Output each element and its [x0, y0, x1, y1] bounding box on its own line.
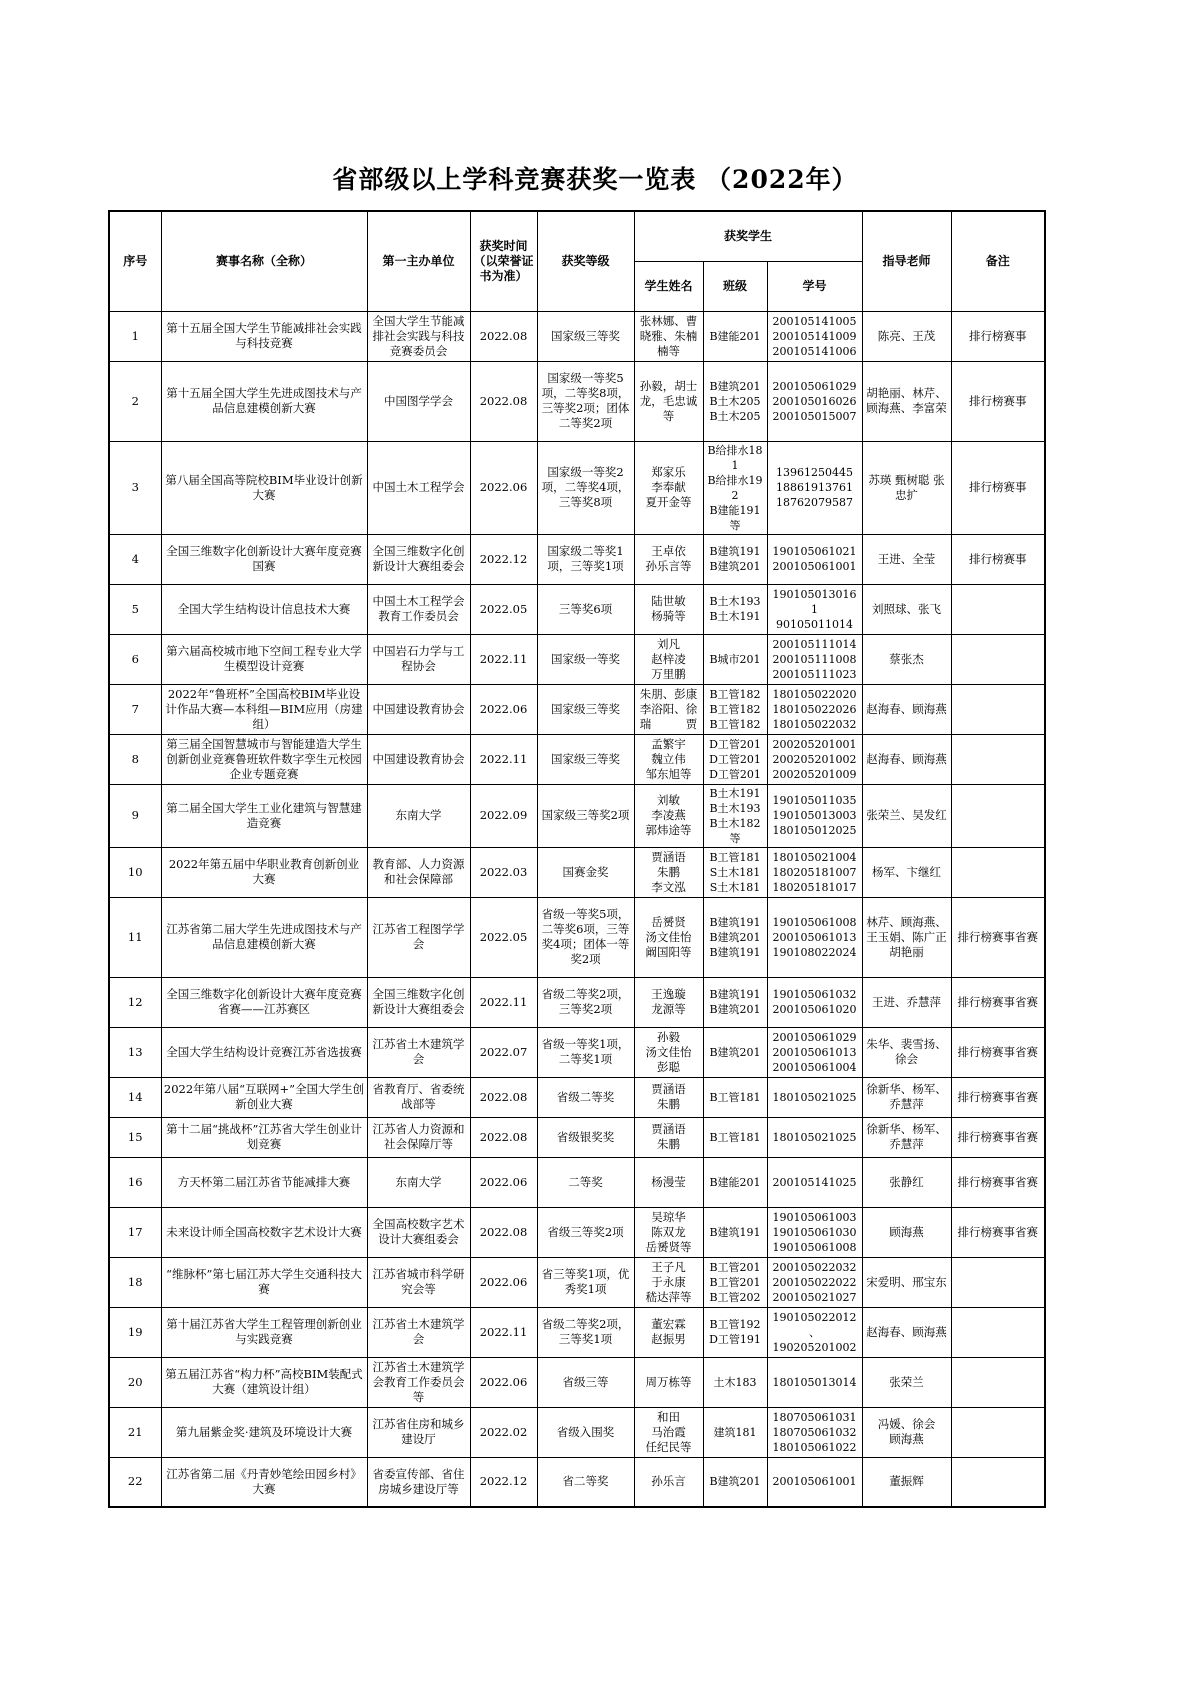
- cell-class: B建筑201: [703, 1027, 767, 1077]
- cell-student-names: 董宏霖 赵振男: [634, 1307, 703, 1357]
- cell-competition-name: 江苏省第二届《丹青妙笔绘田园乡村》大赛: [161, 1457, 367, 1507]
- cell-award-level: 省级一等奖1项，二等奖1项: [537, 1027, 634, 1077]
- cell-student-names: 孙毅，胡士龙，毛忠诚等: [634, 361, 703, 441]
- cell-student-ids: 180105021025: [767, 1117, 862, 1157]
- cell-remark: 排行榜赛事: [951, 534, 1045, 584]
- cell-award-level: 国家级一等奖2项，二等奖4项，三等奖8项: [537, 441, 634, 534]
- cell-remark: [951, 684, 1045, 734]
- table-row: [109, 734, 1045, 784]
- cell-award-level: 国家级一等奖5项，二等奖8项，三等奖2项；团体二等奖2项: [537, 361, 634, 441]
- cell-student-names: 吴琼华 陈双龙 岳赟贤等: [634, 1207, 703, 1257]
- cell-award-time: 2022.06: [470, 441, 537, 534]
- cell-student-ids: 200105061029 200105016026 200105015007: [767, 361, 862, 441]
- cell-class: B建筑191 B建筑201: [703, 534, 767, 584]
- cell-competition-name: 第十二届“挑战杯”江苏省大学生创业计划竞赛: [161, 1117, 367, 1157]
- cell-remark: 排行榜赛事省赛: [951, 1207, 1045, 1257]
- cell-student-ids: 180105022020 180105022026 180105022032: [767, 684, 862, 734]
- cell-class: B土木193 B土木191: [703, 584, 767, 634]
- cell-student-ids: 200205201001 200205201002 200205201009: [767, 734, 862, 784]
- cell-student-ids: 13961250445 18861913761 18762079587: [767, 441, 862, 534]
- cell-student-names: 刘敏 李凌燕 郭炜途等: [634, 784, 703, 847]
- cell-class: B建筑191 B建筑201: [703, 977, 767, 1027]
- cell-award-time: 2022.06: [470, 1257, 537, 1307]
- cell-award-time: 2022.08: [470, 1117, 537, 1157]
- table-row: [109, 534, 1045, 584]
- cell-remark: 排行榜赛事: [951, 311, 1045, 361]
- cell-teacher: 张静红: [862, 1157, 951, 1207]
- cell-remark: [951, 1307, 1045, 1357]
- cell-remark: 排行榜赛事省赛: [951, 1077, 1045, 1117]
- cell-student-ids: 190105011035 190105013003 180105012025: [767, 784, 862, 847]
- header-student-name: 学生姓名: [634, 261, 703, 311]
- cell-teacher: 王进、全莹: [862, 534, 951, 584]
- cell-organizer: 江苏省人力资源和社会保障厅等: [367, 1117, 470, 1157]
- cell-remark: 排行榜赛事: [951, 361, 1045, 441]
- cell-student-names: 朱朋、彭康 李浴阳、徐瑞 贾: [634, 684, 703, 734]
- header-seq: 序号: [109, 211, 161, 311]
- cell-student-names: 刘凡 赵梓凌 万里鹏: [634, 634, 703, 684]
- table-row: [109, 1407, 1045, 1457]
- cell-teacher: 林芹、顾海燕、王玉娟、陈广正胡艳丽: [862, 897, 951, 977]
- cell-award-level: 省三等奖1项，优秀奖1项: [537, 1257, 634, 1307]
- cell-seq: 5: [109, 584, 161, 634]
- cell-remark: [951, 847, 1045, 897]
- cell-class: D工管201 D工管201 D工管201: [703, 734, 767, 784]
- cell-student-names: 周万栋等: [634, 1357, 703, 1407]
- cell-seq: 8: [109, 734, 161, 784]
- cell-teacher: 杨军、卞继红: [862, 847, 951, 897]
- cell-remark: [951, 1357, 1045, 1407]
- cell-competition-name: 江苏省第二届大学生先进成图技术与产品信息建模创新大赛: [161, 897, 367, 977]
- cell-student-names: 郑家乐 李奉献 夏开金等: [634, 441, 703, 534]
- cell-competition-name: 第二届全国大学生工业化建筑与智慧建造竞赛: [161, 784, 367, 847]
- cell-organizer: 江苏省住房和城乡建设厅: [367, 1407, 470, 1457]
- cell-award-level: 国家级三等奖: [537, 684, 634, 734]
- cell-organizer: 全国大学生节能减排社会实践与科技竞赛委员会: [367, 311, 470, 361]
- cell-competition-name: 全国三维数字化创新设计大赛年度竞赛省赛——江苏赛区: [161, 977, 367, 1027]
- cell-award-level: 省二等奖: [537, 1457, 634, 1507]
- cell-student-ids: 180105013014: [767, 1357, 862, 1407]
- cell-student-names: 王卓依 孙乐言等: [634, 534, 703, 584]
- cell-award-time: 2022.11: [470, 977, 537, 1027]
- cell-award-level: 国家级一等奖: [537, 634, 634, 684]
- table-body: [109, 311, 1045, 1507]
- cell-remark: [951, 1457, 1045, 1507]
- table-row: [109, 897, 1045, 977]
- cell-award-time: 2022.08: [470, 1207, 537, 1257]
- cell-competition-name: 第六届高校城市地下空间工程专业大学生模型设计竞赛: [161, 634, 367, 684]
- header-student-id: 学号: [767, 261, 862, 311]
- cell-award-time: 2022.12: [470, 1457, 537, 1507]
- cell-student-ids: 200105141025: [767, 1157, 862, 1207]
- cell-seq: 16: [109, 1157, 161, 1207]
- cell-remark: 排行榜赛事省赛: [951, 1027, 1045, 1077]
- cell-seq: 17: [109, 1207, 161, 1257]
- table-row: [109, 1157, 1045, 1207]
- cell-teacher: 蔡张杰: [862, 634, 951, 684]
- cell-student-ids: 200105061029 200105061013 200105061004: [767, 1027, 862, 1077]
- cell-award-time: 2022.05: [470, 897, 537, 977]
- cell-teacher: 徐新华、杨军、乔慧萍: [862, 1077, 951, 1117]
- cell-seq: 20: [109, 1357, 161, 1407]
- cell-class: B土木191 B土木193 B土木182等: [703, 784, 767, 847]
- cell-competition-name: 第八届全国高等院校BIM毕业设计创新大赛: [161, 441, 367, 534]
- cell-student-ids: 1901050130161 90105011014: [767, 584, 862, 634]
- cell-student-ids: 190105061021 200105061001: [767, 534, 862, 584]
- cell-competition-name: 未来设计师全国高校数字艺术设计大赛: [161, 1207, 367, 1257]
- table-row: [109, 634, 1045, 684]
- cell-student-ids: 200105141005 200105141009 200105141006: [767, 311, 862, 361]
- cell-student-ids: 180105021025: [767, 1077, 862, 1117]
- cell-competition-name: 2022年第五届中华职业教育创新创业大赛: [161, 847, 367, 897]
- cell-competition-name: 第九届紫金奖·建筑及环境设计大赛: [161, 1407, 367, 1457]
- cell-award-level: 三等奖6项: [537, 584, 634, 634]
- table-row: [109, 441, 1045, 534]
- cell-seq: 12: [109, 977, 161, 1027]
- cell-award-time: 2022.11: [470, 1307, 537, 1357]
- cell-student-names: 和田 马治霞 任纪民等: [634, 1407, 703, 1457]
- cell-award-time: 2022.11: [470, 634, 537, 684]
- cell-student-names: 陆世敏 杨骑等: [634, 584, 703, 634]
- cell-competition-name: 全国大学生结构设计信息技术大赛: [161, 584, 367, 634]
- cell-student-names: 贾涵语 朱鹏: [634, 1077, 703, 1117]
- cell-organizer: 全国高校数字艺术设计大赛组委会: [367, 1207, 470, 1257]
- cell-award-level: 二等奖: [537, 1157, 634, 1207]
- table-row: [109, 584, 1045, 634]
- cell-teacher: 王进、乔慧萍: [862, 977, 951, 1027]
- cell-student-ids: 200105111014 200105111008 200105111023: [767, 634, 862, 684]
- cell-class: 建筑181: [703, 1407, 767, 1457]
- cell-organizer: 中国图学学会: [367, 361, 470, 441]
- cell-award-level: 省级入围奖: [537, 1407, 634, 1457]
- cell-remark: 排行榜赛事省赛: [951, 1157, 1045, 1207]
- cell-competition-name: 方天杯第二届江苏省节能减排大赛: [161, 1157, 367, 1207]
- cell-class: B工管201 B工管201 B工管202: [703, 1257, 767, 1307]
- cell-class: B城市201: [703, 634, 767, 684]
- cell-award-level: 国家级三等奖: [537, 734, 634, 784]
- cell-teacher: 胡艳丽、林芹、顾海燕、李富荣: [862, 361, 951, 441]
- cell-remark: [951, 1257, 1045, 1307]
- cell-seq: 15: [109, 1117, 161, 1157]
- cell-award-time: 2022.05: [470, 584, 537, 634]
- cell-organizer: 中国土木工程学会教育工作委员会: [367, 584, 470, 634]
- cell-competition-name: 2022年第八届“互联网+”全国大学生创新创业大赛: [161, 1077, 367, 1117]
- cell-student-names: 孟繁宇 魏立伟 邹东旭等: [634, 734, 703, 784]
- cell-seq: 10: [109, 847, 161, 897]
- cell-award-level: 省级一等奖5项，二等奖6项，三等奖4项；团体一等奖2项: [537, 897, 634, 977]
- cell-award-time: 2022.06: [470, 684, 537, 734]
- cell-remark: 排行榜赛事: [951, 441, 1045, 534]
- cell-organizer: 全国三维数字化创新设计大赛组委会: [367, 977, 470, 1027]
- cell-class: B建筑191 B建筑201 B建筑191: [703, 897, 767, 977]
- cell-seq: 14: [109, 1077, 161, 1117]
- cell-student-names: 贾涵语 朱鹏: [634, 1117, 703, 1157]
- cell-teacher: 朱华、裴雪扬、徐会: [862, 1027, 951, 1077]
- cell-student-names: 杨漫莹: [634, 1157, 703, 1207]
- cell-organizer: 教育部、人力资源和社会保障部: [367, 847, 470, 897]
- header-remark: 备注: [951, 211, 1045, 311]
- cell-competition-name: 第三届全国智慧城市与智能建造大学生创新创业竞赛鲁班软件数字孪生元校园企业专题竞赛: [161, 734, 367, 784]
- cell-student-names: 岳赟贤 汤文佳怡 阚国阳等: [634, 897, 703, 977]
- cell-award-level: 国家级二等奖1项，三等奖1项: [537, 534, 634, 584]
- cell-class: B工管181: [703, 1077, 767, 1117]
- cell-teacher: 陈亮、王茂: [862, 311, 951, 361]
- cell-seq: 21: [109, 1407, 161, 1457]
- page-title: 省部级以上学科竞赛获奖一览表 （2022年）: [332, 165, 858, 194]
- table-row: [109, 1307, 1045, 1357]
- header-time: 获奖时间（以荣誉证书为准）: [470, 211, 537, 311]
- cell-class: 土木183: [703, 1357, 767, 1407]
- cell-award-time: 2022.06: [470, 1157, 537, 1207]
- table-row: [109, 311, 1045, 361]
- cell-student-ids: 190105061008 200105061013 190108022024: [767, 897, 862, 977]
- cell-remark: [951, 584, 1045, 634]
- cell-student-ids: 190105022012 、 190205201002: [767, 1307, 862, 1357]
- cell-competition-name: 第十届江苏省大学生工程管理创新创业与实践竞赛: [161, 1307, 367, 1357]
- cell-organizer: 中国土木工程学会: [367, 441, 470, 534]
- cell-seq: 13: [109, 1027, 161, 1077]
- cell-seq: 2: [109, 361, 161, 441]
- cell-class: B工管182 B工管182 B工管182: [703, 684, 767, 734]
- cell-organizer: 省教育厅、省委统战部等: [367, 1077, 470, 1117]
- cell-award-level: 省级三等: [537, 1357, 634, 1407]
- table-row: [109, 361, 1045, 441]
- cell-competition-name: 全国三维数字化创新设计大赛年度竞赛国赛: [161, 534, 367, 584]
- cell-seq: 11: [109, 897, 161, 977]
- cell-organizer: 中国建设教育协会: [367, 734, 470, 784]
- cell-award-time: 2022.08: [470, 311, 537, 361]
- cell-student-names: 孙乐言: [634, 1457, 703, 1507]
- cell-student-ids: 200105022032 200105022022 200105021027: [767, 1257, 862, 1307]
- cell-remark: 排行榜赛事省赛: [951, 1117, 1045, 1157]
- cell-teacher: 赵海春、顾海燕: [862, 734, 951, 784]
- cell-teacher: 徐新华、杨军、乔慧萍: [862, 1117, 951, 1157]
- cell-award-level: 省级银奖奖: [537, 1117, 634, 1157]
- cell-class: B建筑191: [703, 1207, 767, 1257]
- cell-organizer: 江苏省土木建筑学会: [367, 1027, 470, 1077]
- cell-teacher: 赵海春、顾海燕: [862, 684, 951, 734]
- table-row: [109, 784, 1045, 847]
- table-row: [109, 1457, 1045, 1507]
- cell-award-level: 国赛金奖: [537, 847, 634, 897]
- header-name: 赛事名称（全称）: [161, 211, 367, 311]
- cell-remark: [951, 734, 1045, 784]
- cell-competition-name: 2022年“鲁班杯”全国高校BIM毕业设计作品大赛—本科组—BIM应用（房建组）: [161, 684, 367, 734]
- table-row: [109, 1077, 1045, 1117]
- cell-class: B工管181 S土木181 S土木181: [703, 847, 767, 897]
- cell-award-level: 省级三等奖2项: [537, 1207, 634, 1257]
- cell-student-names: 张林娜、曹晓雅、朱楠楠等: [634, 311, 703, 361]
- cell-award-time: 2022.08: [470, 361, 537, 441]
- cell-organizer: 江苏省土木建筑学会: [367, 1307, 470, 1357]
- cell-competition-name: 第十五届全国大学生先进成图技术与产品信息建模创新大赛: [161, 361, 367, 441]
- cell-award-level: 省级二等奖2项，三等奖2项: [537, 977, 634, 1027]
- cell-student-names: 王逸璇 龙源等: [634, 977, 703, 1027]
- cell-award-level: 国家级三等奖2项: [537, 784, 634, 847]
- cell-award-time: 2022.09: [470, 784, 537, 847]
- cell-remark: [951, 634, 1045, 684]
- table-row: [109, 1357, 1045, 1407]
- cell-organizer: 江苏省城市科学研究会等: [367, 1257, 470, 1307]
- cell-remark: 排行榜赛事省赛: [951, 897, 1045, 977]
- header-teacher: 指导老师: [862, 211, 951, 311]
- cell-award-time: 2022.07: [470, 1027, 537, 1077]
- cell-class: B建筑201: [703, 1457, 767, 1507]
- cell-seq: 3: [109, 441, 161, 534]
- header-level: 获奖等级: [537, 211, 634, 311]
- cell-student-names: 王子凡 于永康 嵇达萍等: [634, 1257, 703, 1307]
- table-row: [109, 684, 1045, 734]
- cell-seq: 4: [109, 534, 161, 584]
- cell-teacher: 董振辉: [862, 1457, 951, 1507]
- cell-seq: 18: [109, 1257, 161, 1307]
- cell-organizer: 中国岩石力学与工程协会: [367, 634, 470, 684]
- cell-class: B工管181: [703, 1117, 767, 1157]
- cell-student-ids: 190105061003 190105061030 190105061008: [767, 1207, 862, 1257]
- table-row: [109, 1257, 1045, 1307]
- cell-teacher: 苏瑛 甄树聪 张忠扩: [862, 441, 951, 534]
- cell-organizer: 东南大学: [367, 784, 470, 847]
- table-row: [109, 1027, 1045, 1077]
- cell-remark: [951, 1407, 1045, 1457]
- cell-competition-name: 第十五届全国大学生节能减排社会实践与科技竞赛: [161, 311, 367, 361]
- cell-award-time: 2022.02: [470, 1407, 537, 1457]
- cell-organizer: 省委宣传部、省住房城乡建设厅等: [367, 1457, 470, 1507]
- cell-teacher: 张荣兰: [862, 1357, 951, 1407]
- cell-organizer: 江苏省工程图学学会: [367, 897, 470, 977]
- cell-remark: [951, 784, 1045, 847]
- cell-student-ids: 180705061031 180705061032 180105061022: [767, 1407, 862, 1457]
- cell-award-level: 省级二等奖: [537, 1077, 634, 1117]
- cell-award-level: 国家级三等奖: [537, 311, 634, 361]
- cell-competition-name: 第五届江苏省“构力杯”高校BIM装配式大赛（建筑设计组）: [161, 1357, 367, 1407]
- header-students: 获奖学生: [634, 211, 862, 261]
- cell-seq: 1: [109, 311, 161, 361]
- cell-award-time: 2022.06: [470, 1357, 537, 1407]
- cell-seq: 22: [109, 1457, 161, 1507]
- cell-class: B建能201: [703, 1157, 767, 1207]
- cell-class: B给排水181 B给排水192 B建能191等: [703, 441, 767, 534]
- cell-teacher: 赵海春、顾海燕: [862, 1307, 951, 1357]
- cell-award-level: 省级二等奖2项，三等奖1项: [537, 1307, 634, 1357]
- table-row: [109, 847, 1045, 897]
- cell-award-time: 2022.03: [470, 847, 537, 897]
- cell-teacher: 张荣兰、吴发红: [862, 784, 951, 847]
- cell-student-ids: 180105021004 180205181007 180205181017: [767, 847, 862, 897]
- cell-student-ids: 190105061032 200105061020: [767, 977, 862, 1027]
- cell-teacher: 顾海燕: [862, 1207, 951, 1257]
- cell-seq: 7: [109, 684, 161, 734]
- cell-competition-name: 全国大学生结构设计竞赛江苏省选拔赛: [161, 1027, 367, 1077]
- header-organizer: 第一主办单位: [367, 211, 470, 311]
- cell-class: B工管192 D工管191: [703, 1307, 767, 1357]
- cell-teacher: 宋爱明、邢宝东: [862, 1257, 951, 1307]
- cell-class: B建筑201 B土木205 B土木205: [703, 361, 767, 441]
- cell-seq: 9: [109, 784, 161, 847]
- header-class: 班级: [703, 261, 767, 311]
- cell-award-time: 2022.11: [470, 734, 537, 784]
- cell-student-names: 贾涵语 朱鹏 李文泓: [634, 847, 703, 897]
- cell-award-time: 2022.12: [470, 534, 537, 584]
- cell-organizer: 中国建设教育协会: [367, 684, 470, 734]
- table-row: [109, 977, 1045, 1027]
- cell-student-names: 孙毅 汤文佳怡 彭聪: [634, 1027, 703, 1077]
- table-row: [109, 1207, 1045, 1257]
- table-row: [109, 1117, 1045, 1157]
- cell-remark: 排行榜赛事省赛: [951, 977, 1045, 1027]
- cell-seq: 19: [109, 1307, 161, 1357]
- awards-table: [108, 210, 1046, 1508]
- cell-teacher: 刘照球、张飞: [862, 584, 951, 634]
- cell-competition-name: “维脉杯”第七届江苏大学生交通科技大赛: [161, 1257, 367, 1307]
- cell-organizer: 全国三维数字化创新设计大赛组委会: [367, 534, 470, 584]
- cell-class: B建能201: [703, 311, 767, 361]
- cell-student-ids: 200105061001: [767, 1457, 862, 1507]
- cell-award-time: 2022.08: [470, 1077, 537, 1117]
- cell-teacher: 冯媛、徐会 顾海燕: [862, 1407, 951, 1457]
- cell-organizer: 东南大学: [367, 1157, 470, 1207]
- cell-organizer: 江苏省土木建筑学会教育工作委员会等: [367, 1357, 470, 1407]
- cell-seq: 6: [109, 634, 161, 684]
